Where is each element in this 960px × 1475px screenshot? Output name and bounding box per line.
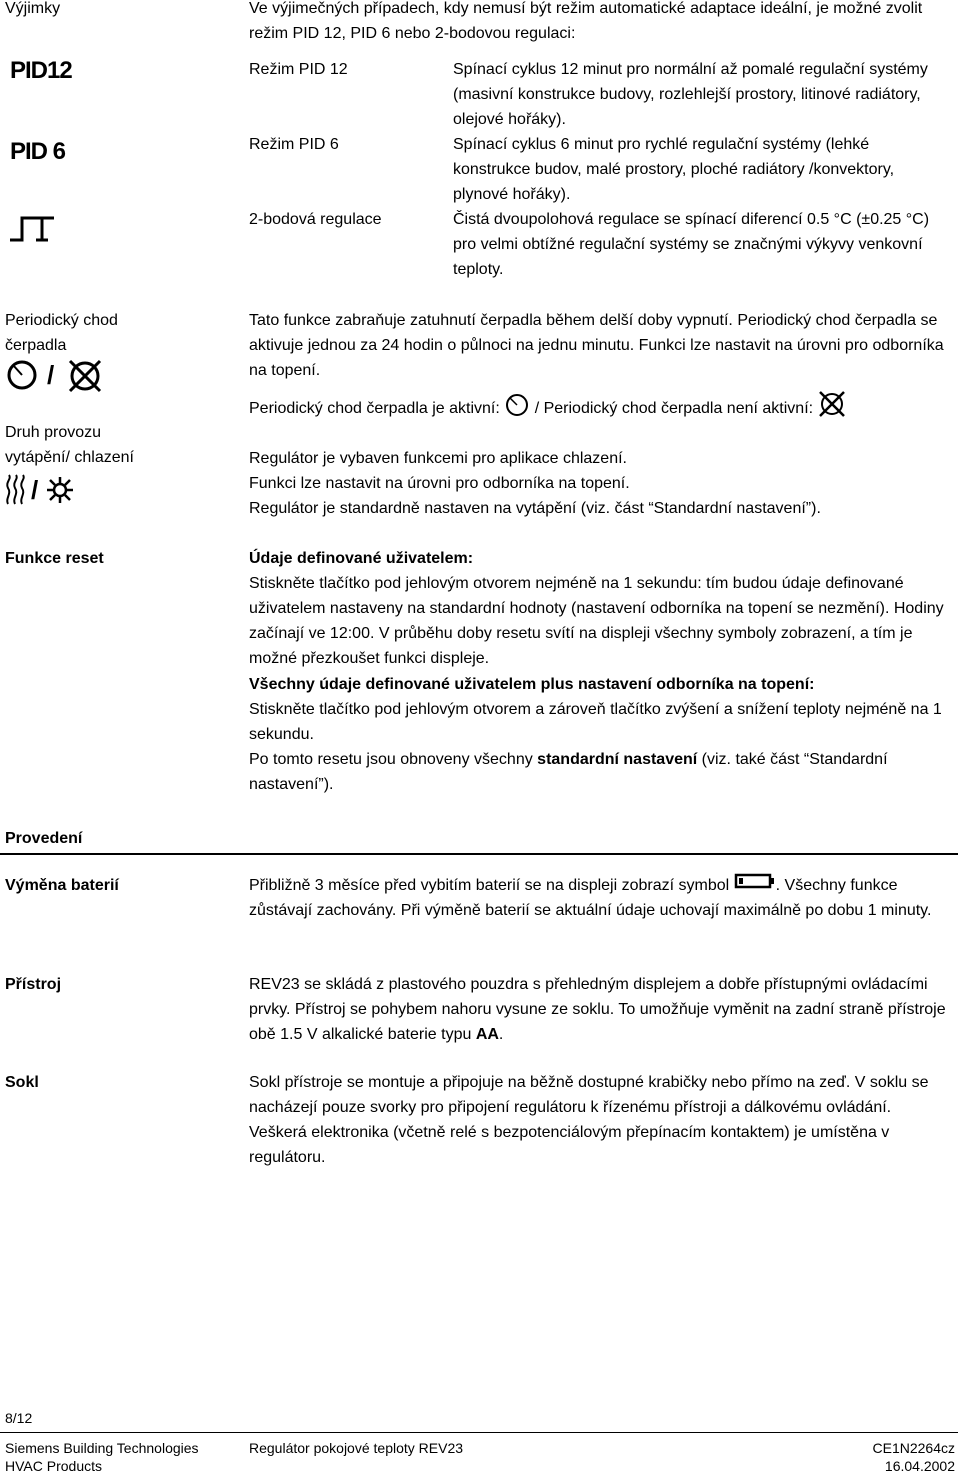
mode-slash: / — [31, 475, 39, 505]
reset-heading2: Všechny údaje definované uživatelem plus nastavení odborníka na topení: — [249, 676, 815, 693]
mode-2point-name: 2-bodová regulace — [249, 211, 382, 228]
device-text-pre: REV23 se skládá z plastového pouzdra s přehledným displejem a dobře přístupnými ovládacími prvky. Přístroj se pohybem nahoru vysune ze soklu. To umožňuje vyměnit na zadní straně přístroje obě 1.5 V alkalické baterie typu — [249, 976, 946, 1043]
pump-description: Tato funkce zabraňuje zatuhnutí čerpadla během delší doby vypnutí. Periodický chod čerpadla se aktivuje jednou za 24 hodin o půlnoci na jednu minutu. Funkci lze nastavit na úrovni pro odborníka na topení. — [249, 312, 944, 379]
pump-active-icon — [4, 359, 40, 391]
mode-line3: Regulátor je standardně nastaven na vytápění (viz. část “Standardní nastavení”). — [249, 500, 821, 517]
battery-text — [249, 873, 949, 923]
reset-text2: Stiskněte tlačítko pod jehlovým otvorem a zároveň tlačítko zvýšení a snížení teploty nejméně na 1 sekundu. — [249, 701, 942, 743]
reset-text3 — [249, 747, 949, 797]
pid6-icon: PID 6 — [10, 138, 66, 165]
pump-active-text: Periodický chod čerpadla je aktivní: — [249, 400, 500, 417]
footer-doc-id: CE1N2264cz — [872, 1440, 955, 1456]
mode-label-line2: vytápění/ chlazení — [5, 449, 134, 466]
base-label: Sokl — [5, 1074, 39, 1091]
pump-inactive-icon — [66, 358, 104, 394]
reset-text3-post: (viz. také část “Standardní nastavení”). — [249, 751, 888, 793]
mode-pid12-name: Režim PID 12 — [249, 61, 348, 78]
reset-heading1: Údaje definované uživatelem: — [249, 550, 474, 567]
heating-icon — [4, 474, 28, 506]
section-label-exceptions: Výjimky — [5, 0, 61, 17]
reset-text3-pre: Po tomto resetu jsou obnoveny všechny — [249, 751, 538, 768]
device-text-bold: AA — [475, 1026, 499, 1043]
mode-pid12-desc: Spínací cyklus 12 minut pro normální až pomalé regulační systémy (masivní konstrukce budovy, rozlehlejší prostory, litinové radiátory, olejové hořáky). — [453, 61, 928, 128]
base-text: Sokl přístroje se montuje a připojuje na běžně dostupné krabičky nebo přímo na zeď. V soklu se nacházejí pouze svorky pro připojení regulátoru k řízenému přístroji a dálkovému ovládání. Veškerá elektronika (včetně relé s bezpotenciálovým přepínacím kontaktem) je umístěna v regulátoru. — [249, 1074, 929, 1166]
footer-company: Siemens Building Technologies — [5, 1440, 199, 1456]
mode-2point-desc: Čistá dvoupolohová regulace se spínací diferencí 0.5 °C (±0.25 °C) pro velmi obtížné regulační systémy se značnými výkyvy venkovní teploty. — [453, 211, 930, 278]
footer-date: 16.04.2002 — [884, 1458, 955, 1474]
reset-text3-bold: standardní nastavení — [537, 751, 698, 768]
mode-line2: Funkci lze nastavit na úrovni pro odborníka na topení. — [249, 475, 630, 492]
pump-label-line1: Periodický chod — [5, 312, 118, 329]
reset-text1: Stiskněte tlačítko pod jehlovým otvorem nejméně na 1 sekundu: tím budou údaje definované uživatelem nastaveny na standardní hodnoty (nastavení odborníka na topení se nezmění). Hodiny začínají ve 12:00. V průběhu doby resetu svítí na displeji všechny symboly zobrazení, a tím je možné přezkoušet funkci displeje. — [249, 575, 944, 667]
exceptions-intro: Ve výjimečných případech, kdy nemusí být režim automatické adaptace ideální, je možné zvolit režim PID 12, PID 6 nebo 2-bodovou regulaci: — [249, 0, 923, 42]
footer-division: HVAC Products — [5, 1458, 102, 1474]
mode-pid6-desc: Spínací cyklus 6 minut pro rychlé regulační systémy (lehké konstrukce budov, malé prostory, ploché radiátory /konvektory, plynové hořáky). — [453, 136, 895, 203]
battery-icon — [734, 871, 776, 891]
pump-label-line2: čerpadla — [5, 337, 67, 354]
battery-label: Výměna baterií — [5, 877, 119, 894]
section-divider — [0, 853, 958, 855]
pump-inactive-text: / Periodický chod čerpadla není aktivní: — [534, 400, 814, 417]
battery-text-pre: Přibližně 3 měsíce před vybitím baterií se na displeji zobrazí symbol — [249, 877, 730, 894]
pump-slash: / — [47, 360, 55, 390]
page-number: 8/12 — [5, 1410, 33, 1426]
mode-pid6-name: Režim PID 6 — [249, 136, 339, 153]
pump-status-line — [249, 396, 949, 421]
device-text-post: . — [498, 1026, 504, 1043]
mode-line1: Regulátor je vybaven funkcemi pro aplikace chlazení. — [249, 450, 627, 467]
device-label: Přístroj — [5, 976, 62, 993]
pump-active-small-icon — [504, 393, 530, 417]
reset-label: Funkce reset — [5, 550, 104, 567]
battery-text-post: . Všechny funkce zůstávají zachovány. Při výměně baterií se aktuální údaje uchovají maximálně po dobu 1 minuty. — [249, 877, 932, 919]
two-point-control-icon — [8, 212, 56, 244]
footer-rule — [0, 1432, 958, 1433]
pump-inactive-small-icon — [818, 391, 846, 417]
device-text — [249, 972, 949, 1047]
mode-label-line1: Druh provozu — [5, 424, 102, 441]
pid12-icon: PID12 — [10, 57, 72, 84]
footer-product: Regulátor pokojové teploty REV23 — [249, 1440, 464, 1456]
design-heading: Provedení — [5, 830, 83, 847]
cooling-icon — [46, 476, 74, 504]
